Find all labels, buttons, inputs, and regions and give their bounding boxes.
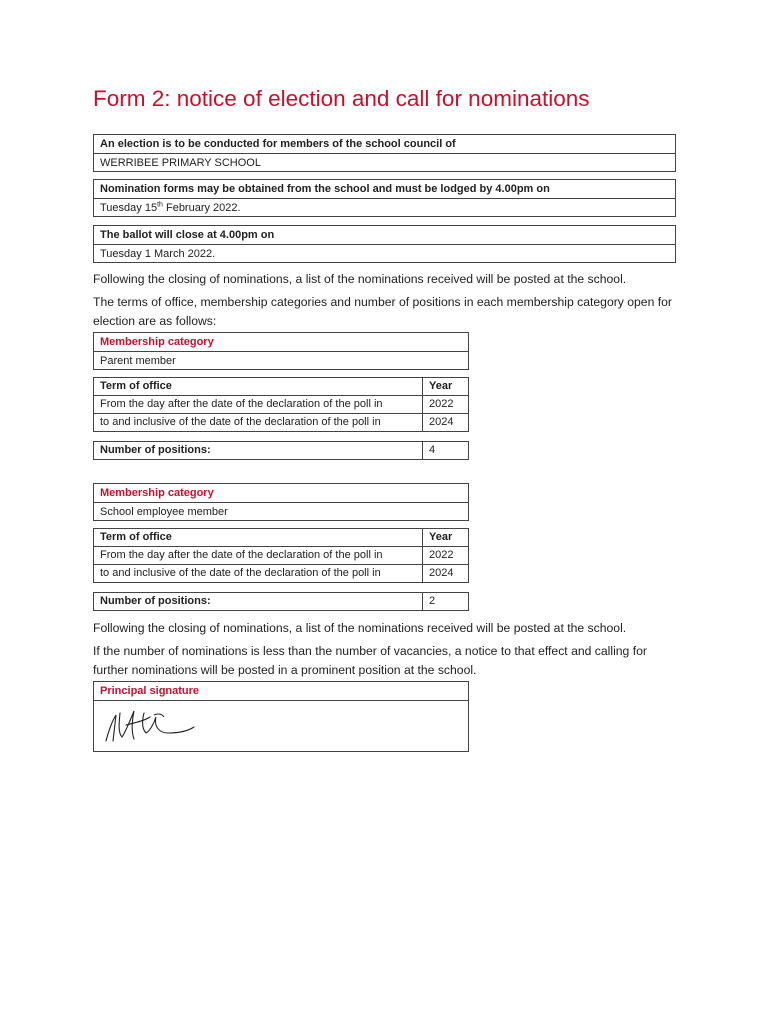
- term-from-text: From the day after the date of the declaration of the poll in: [94, 396, 423, 414]
- year-header: Year: [423, 529, 469, 547]
- paragraph-vacancies-notice: If the number of nominations is less than the number of vacancies, a notice to that effect and calling for further nominations will be posted in a prominent position at the school.: [93, 644, 647, 677]
- membership-category-value: Parent member: [94, 351, 468, 369]
- nomination-date-day: Tuesday 15: [100, 202, 158, 214]
- membership-category-label: Membership category: [100, 336, 214, 348]
- positions-label: Number of positions:: [94, 442, 423, 460]
- ballot-label: The ballot will close at 4.00pm on: [100, 229, 275, 241]
- nomination-date-month: February 2022.: [162, 202, 241, 214]
- ballot-date: Tuesday 1 March 2022.: [94, 244, 675, 262]
- positions-label: Number of positions:: [94, 593, 423, 611]
- membership-category-box: [93, 483, 469, 521]
- nomination-forms-label: Nomination forms may be obtained from the school and must be lodged by 4.00pm on: [100, 183, 550, 195]
- signature-box: [93, 681, 469, 752]
- term-to-text: to and inclusive of the date of the declaration of the poll in: [94, 414, 423, 432]
- positions-value: 2: [423, 593, 469, 611]
- election-box: [93, 134, 676, 172]
- paragraph-nominations-posted-repeat: Following the closing of nominations, a list of the nominations received will be posted at the school.: [93, 621, 627, 635]
- positions-value: 4: [423, 442, 469, 460]
- signature-label: Principal signature: [100, 685, 200, 697]
- term-of-office-table: [93, 377, 469, 432]
- positions-table: [93, 592, 469, 611]
- signature-image: [98, 703, 218, 749]
- nomination-date-suffix: th: [157, 201, 163, 209]
- paragraph-nominations-posted: Following the closing of nominations, a list of the nominations received will be posted at the school.: [93, 272, 627, 286]
- positions-table: [93, 441, 469, 460]
- term-from-text: From the day after the date of the declaration of the poll in: [94, 547, 423, 565]
- term-to-text: to and inclusive of the date of the declaration of the poll in: [94, 565, 423, 583]
- term-from-year: 2022: [423, 547, 469, 565]
- term-header: Term of office: [94, 378, 423, 396]
- term-header: Term of office: [94, 529, 423, 547]
- term-to-year: 2024: [423, 565, 469, 583]
- membership-category-box: [93, 332, 469, 370]
- signature-area: [94, 700, 468, 751]
- ballot-box: [93, 225, 676, 263]
- term-from-year: 2022: [423, 396, 469, 414]
- term-to-year: 2024: [423, 414, 469, 432]
- election-label: An election is to be conducted for members of the school council of: [100, 138, 456, 150]
- nomination-forms-box: [93, 179, 676, 217]
- membership-category-value: School employee member: [94, 502, 468, 520]
- year-header: Year: [423, 378, 469, 396]
- term-of-office-table: [93, 528, 469, 583]
- membership-category-label: Membership category: [100, 487, 214, 499]
- paragraph-terms-of-office: The terms of office, membership categories and number of positions in each membership category open for election are as follows:: [93, 295, 672, 328]
- page-title: Form 2: notice of election and call for nominations: [93, 86, 590, 111]
- school-name: WERRIBEE PRIMARY SCHOOL: [94, 153, 675, 171]
- nomination-date: [94, 198, 675, 216]
